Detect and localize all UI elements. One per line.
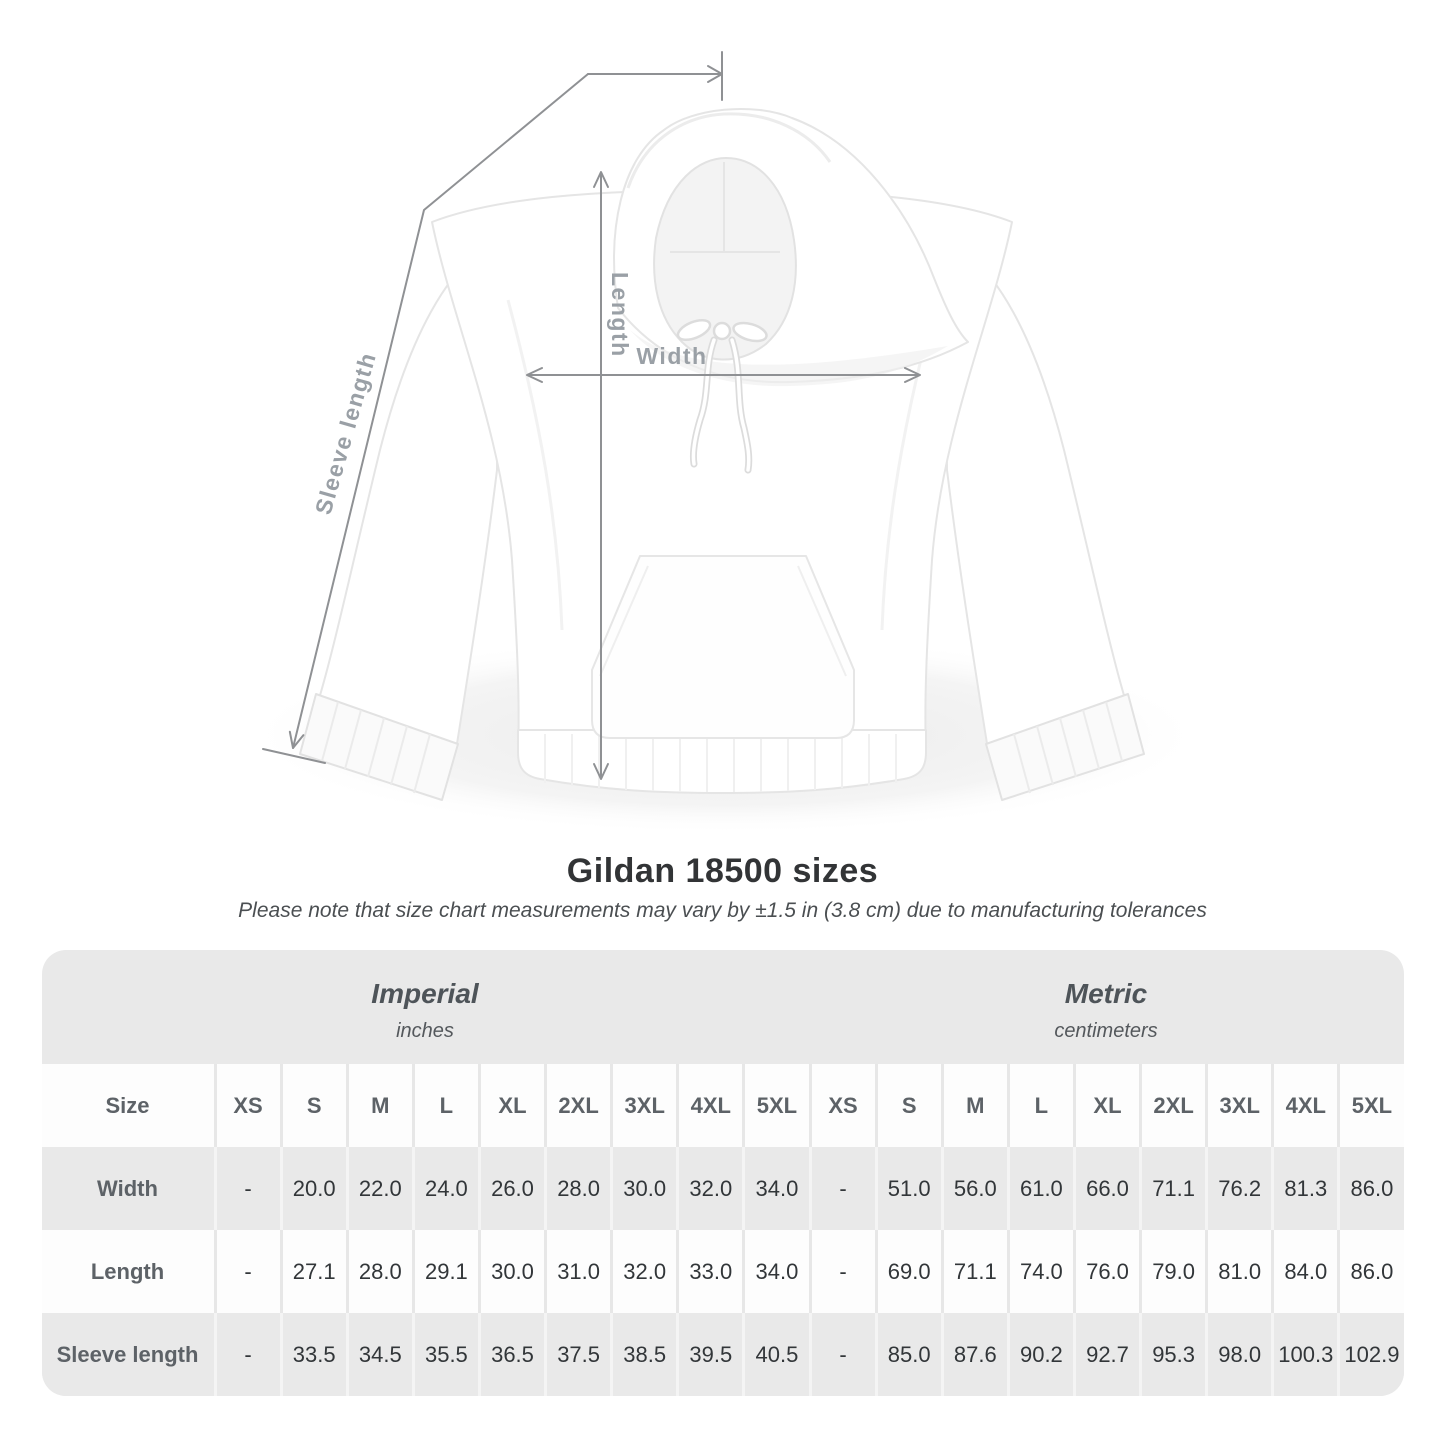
- size-col-header-metric-xs: XS: [809, 1064, 875, 1147]
- measurement-cell: 74.0: [1007, 1230, 1073, 1313]
- measurement-cell: 32.0: [676, 1147, 742, 1230]
- unit-group-headers: [42, 950, 1404, 1064]
- measurement-cell: -: [214, 1147, 280, 1230]
- measurement-cell: 24.0: [412, 1147, 478, 1230]
- measurement-cell: 92.7: [1073, 1313, 1139, 1396]
- measurement-cell: 61.0: [1007, 1147, 1073, 1230]
- size-column-header: Size: [42, 1064, 214, 1147]
- measurement-cell: -: [809, 1147, 875, 1230]
- imperial-group-name: Imperial: [371, 977, 479, 1009]
- measurement-cell: 79.0: [1139, 1230, 1205, 1313]
- measurement-cell: 33.0: [676, 1230, 742, 1313]
- row-label: Length: [42, 1230, 214, 1313]
- kangaroo-pocket: [592, 556, 854, 738]
- size-col-header-imperial-5xl: 5XL: [742, 1064, 808, 1147]
- measurement-cell: 87.6: [941, 1313, 1007, 1396]
- size-col-header-metric-l: L: [1007, 1064, 1073, 1147]
- width-label: Width: [636, 343, 708, 369]
- measurement-cell: 28.0: [346, 1230, 412, 1313]
- length-label: Length: [607, 272, 633, 358]
- measurement-cell: 76.0: [1073, 1230, 1139, 1313]
- row-label: Width: [42, 1147, 214, 1230]
- size-col-header-imperial-xl: XL: [478, 1064, 544, 1147]
- measurement-cell: 100.3: [1271, 1313, 1337, 1396]
- measurement-cell: 26.0: [478, 1147, 544, 1230]
- size-grid: [42, 1064, 1404, 1396]
- measurement-cell: 81.0: [1205, 1230, 1271, 1313]
- measurement-cell: -: [809, 1313, 875, 1396]
- measurement-cell: 27.1: [280, 1230, 346, 1313]
- metric-group-header: [809, 950, 1404, 1064]
- measurement-cell: 86.0: [1337, 1147, 1403, 1230]
- measurement-cell: 38.5: [610, 1313, 676, 1396]
- page-title: Gildan 18500 sizes: [566, 852, 879, 890]
- measurement-cell: 56.0: [941, 1147, 1007, 1230]
- imperial-group-unit: inches: [396, 1019, 454, 1042]
- size-col-header-imperial-xs: XS: [214, 1064, 280, 1147]
- measurement-cell: 102.9: [1337, 1313, 1403, 1396]
- measurement-cell: -: [809, 1230, 875, 1313]
- size-col-header-metric-3xl: 3XL: [1205, 1064, 1271, 1147]
- measurement-cell: -: [214, 1230, 280, 1313]
- measurement-cell: 34.0: [742, 1230, 808, 1313]
- measurement-cell: 90.2: [1007, 1313, 1073, 1396]
- measurement-cell: 81.3: [1271, 1147, 1337, 1230]
- measurement-cell: 39.5: [676, 1313, 742, 1396]
- measurement-cell: 29.1: [412, 1230, 478, 1313]
- size-col-header-metric-xl: XL: [1073, 1064, 1139, 1147]
- measurement-cell: 84.0: [1271, 1230, 1337, 1313]
- measurement-cell: 33.5: [280, 1313, 346, 1396]
- size-col-header-imperial-l: L: [412, 1064, 478, 1147]
- measurement-cell: 69.0: [875, 1230, 941, 1313]
- measurement-cell: 36.5: [478, 1313, 544, 1396]
- size-chart-card: [42, 950, 1404, 1396]
- measurement-cell: 86.0: [1337, 1230, 1403, 1313]
- size-col-header-imperial-3xl: 3XL: [610, 1064, 676, 1147]
- measurement-cell: 40.5: [742, 1313, 808, 1396]
- measurement-cell: 35.5: [412, 1313, 478, 1396]
- size-col-header-metric-4xl: 4XL: [1271, 1064, 1337, 1147]
- measurement-cell: 37.5: [544, 1313, 610, 1396]
- hem-band: [518, 730, 926, 793]
- size-col-header-metric-5xl: 5XL: [1337, 1064, 1403, 1147]
- measurement-cell: 66.0: [1073, 1147, 1139, 1230]
- measurement-cell: 71.1: [941, 1230, 1007, 1313]
- measurement-cell: 76.2: [1205, 1147, 1271, 1230]
- metric-group-unit: centimeters: [1054, 1019, 1158, 1042]
- measurement-cell: 95.3: [1139, 1313, 1205, 1396]
- size-col-header-metric-2xl: 2XL: [1139, 1064, 1205, 1147]
- measurement-cell: 20.0: [280, 1147, 346, 1230]
- measurement-cell: 31.0: [544, 1230, 610, 1313]
- measurement-cell: -: [214, 1313, 280, 1396]
- tolerance-note: Please note that size chart measurements may vary by ±1.5 in (3.8 cm) due to manufacturing tolerances: [238, 899, 1207, 922]
- size-col-header-imperial-4xl: 4XL: [676, 1064, 742, 1147]
- measurement-cell: 30.0: [610, 1147, 676, 1230]
- measurement-cell: 22.0: [346, 1147, 412, 1230]
- size-col-header-imperial-s: S: [280, 1064, 346, 1147]
- size-col-header-imperial-m: M: [346, 1064, 412, 1147]
- measurement-cell: 30.0: [478, 1230, 544, 1313]
- measurement-cell: 28.0: [544, 1147, 610, 1230]
- size-col-header-imperial-2xl: 2XL: [544, 1064, 610, 1147]
- imperial-group-header: [42, 950, 809, 1064]
- drawstring-bow: [714, 323, 730, 339]
- measurement-cell: 34.5: [346, 1313, 412, 1396]
- size-col-header-metric-m: M: [941, 1064, 1007, 1147]
- measurement-cell: 51.0: [875, 1147, 941, 1230]
- hoodie-image: [245, 109, 1205, 830]
- sleeve-length-label: Sleeve length: [309, 348, 382, 518]
- measurement-cell: 32.0: [610, 1230, 676, 1313]
- row-label: Sleeve length: [42, 1313, 214, 1396]
- measurement-cell: 98.0: [1205, 1313, 1271, 1396]
- measurement-cell: 85.0: [875, 1313, 941, 1396]
- measurement-cell: 34.0: [742, 1147, 808, 1230]
- size-col-header-metric-s: S: [875, 1064, 941, 1147]
- metric-group-name: Metric: [1064, 977, 1148, 1009]
- measurement-cell: 71.1: [1139, 1147, 1205, 1230]
